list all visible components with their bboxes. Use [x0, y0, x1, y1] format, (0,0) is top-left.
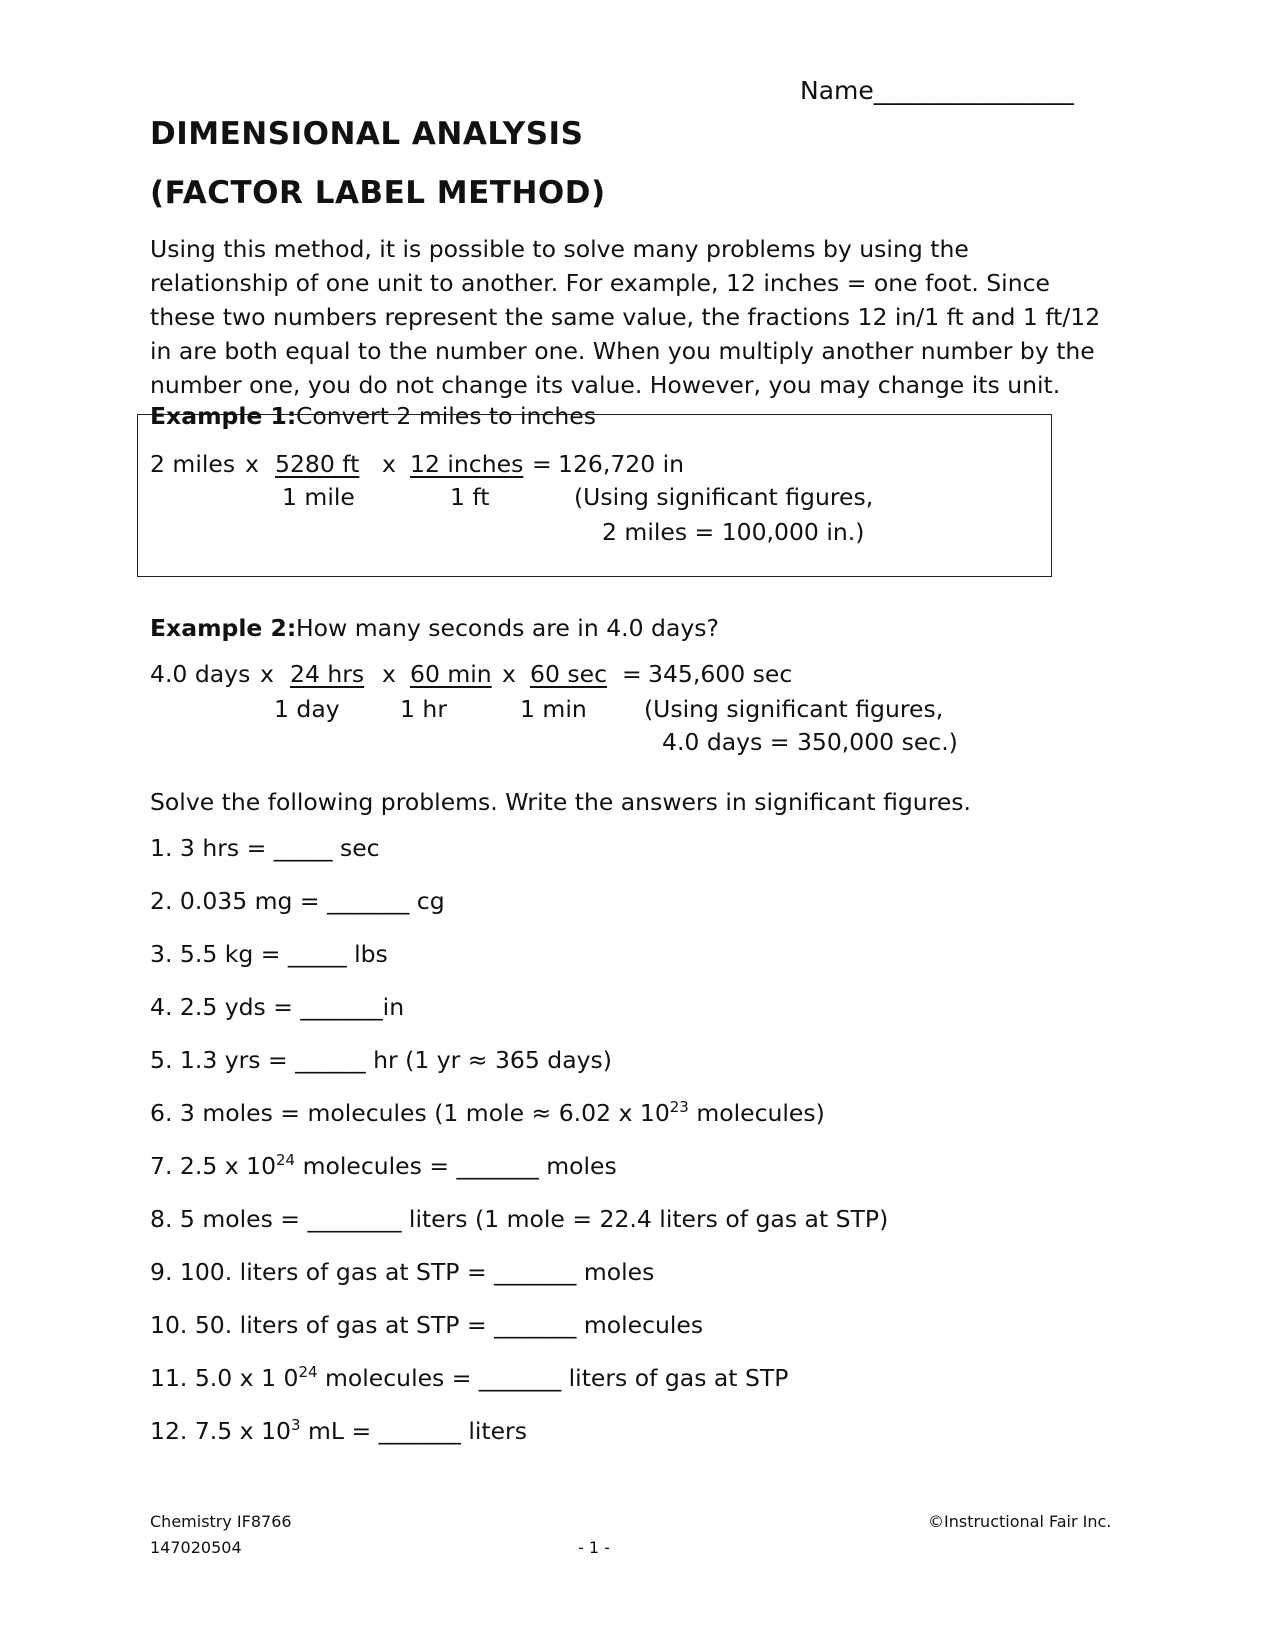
times-sign: x	[382, 450, 396, 478]
problem-5: 5. 1.3 yrs = ______ hr (1 yr ≈ 365 days)	[150, 1046, 612, 1074]
example-2-result: 345,600 sec	[648, 660, 793, 688]
problem-12-text-b: mL = _______ liters	[300, 1417, 527, 1445]
name-field[interactable]: Name________________	[800, 76, 1074, 105]
problem-7-exponent: 24	[276, 1151, 296, 1170]
problem-10: 10. 50. liters of gas at STP = _______ molecules	[150, 1311, 704, 1339]
problem-9: 9. 100. liters of gas at STP = _______ moles	[150, 1258, 655, 1286]
example-2-numerator-2: 60 min	[410, 660, 492, 688]
example-2-question: How many seconds are in 4.0 days?	[296, 614, 719, 642]
example-1-label: Example 1:	[150, 402, 297, 430]
instructions: Solve the following problems. Write the answers in significant figures.	[150, 788, 972, 816]
example-1-numerator-2: 12 inches	[410, 450, 524, 478]
example-2-label: Example 2:	[150, 614, 297, 642]
problem-7-text-b: molecules = _______ moles	[295, 1152, 617, 1180]
example-1-question: Convert 2 miles to inches	[296, 402, 596, 430]
problem-12-exponent: 3	[290, 1416, 301, 1435]
problem-8: 8. 5 moles = ________ liters (1 mole = 22.4 liters of gas at STP)	[150, 1205, 889, 1233]
times-sign: x	[502, 660, 516, 688]
problem-7	[150, 1152, 617, 1180]
times-sign: x	[260, 660, 274, 688]
footer-book-title: Chemistry IF8766	[150, 1512, 292, 1531]
example-2-start: 4.0 days	[150, 660, 251, 688]
problem-2: 2. 0.035 mg = _______ cg	[150, 887, 445, 915]
problem-1: 1. 3 hrs = _____ sec	[150, 834, 380, 862]
example-1-numerator-1: 5280 ft	[275, 450, 360, 478]
problem-11	[150, 1364, 788, 1392]
intro-paragraph: Using this method, it is possible to solve many problems by using the relationship of one unit to another. For example, 12 inches = one foot. Since these two numbers represent the same value, the fractions 12 in/1 ft and 1 ft/12 in are both equal to the number one. When you multiply another number by the number one, you do not change its value. However, you may change its unit.	[150, 235, 1101, 399]
equals-sign: =	[622, 660, 642, 688]
example-1-denominator-2: 1 ft	[450, 483, 490, 511]
problem-12	[150, 1417, 527, 1445]
times-sign: x	[382, 660, 396, 688]
example-1-start: 2 miles	[150, 450, 236, 478]
problem-6-text-a: 6. 3 moles = molecules (1 mole ≈ 6.02 x 10	[150, 1099, 670, 1127]
example-2-denominator-1: 1 day	[274, 695, 340, 723]
example-2-numerator-3: 60 sec	[530, 660, 607, 688]
problem-11-text-a: 11. 5.0 x 1 0	[150, 1364, 299, 1392]
page-subtitle: (FACTOR LABEL METHOD)	[150, 175, 606, 211]
footer-code: 147020504	[150, 1538, 242, 1557]
problem-7-text-a: 7. 2.5 x 10	[150, 1152, 277, 1180]
problem-6-text-b: molecules)	[688, 1099, 825, 1127]
times-sign: x	[245, 450, 259, 478]
page-title: DIMENSIONAL ANALYSIS	[150, 116, 584, 152]
example-2-denominator-3: 1 min	[520, 695, 587, 723]
problem-4: 4. 2.5 yds = _______in	[150, 993, 405, 1021]
problem-11-text-b: molecules = _______ liters of gas at STP	[317, 1364, 789, 1392]
problem-11-exponent: 24	[298, 1363, 318, 1382]
page-number: - 1 -	[578, 1538, 610, 1557]
example-1-denominator-1: 1 mile	[282, 483, 355, 511]
example-1-result: 126,720 in	[558, 450, 685, 478]
example-2-denominator-2: 1 hr	[400, 695, 447, 723]
example-1-note-1: (Using significant figures,	[574, 483, 874, 511]
example-2-note-2: 4.0 days = 350,000 sec.)	[662, 728, 958, 756]
problem-12-text-a: 12. 7.5 x 10	[150, 1417, 291, 1445]
example-2-numerator-1: 24 hrs	[290, 660, 365, 688]
problem-6	[150, 1099, 825, 1127]
problem-6-exponent: 23	[669, 1098, 689, 1117]
example-2-note-1: (Using significant figures,	[644, 695, 944, 723]
equals-sign: =	[532, 450, 552, 478]
example-1-note-2: 2 miles = 100,000 in.)	[602, 518, 865, 546]
footer-copyright: ©Instructional Fair Inc.	[928, 1512, 1112, 1531]
problem-3: 3. 5.5 kg = _____ lbs	[150, 940, 388, 968]
